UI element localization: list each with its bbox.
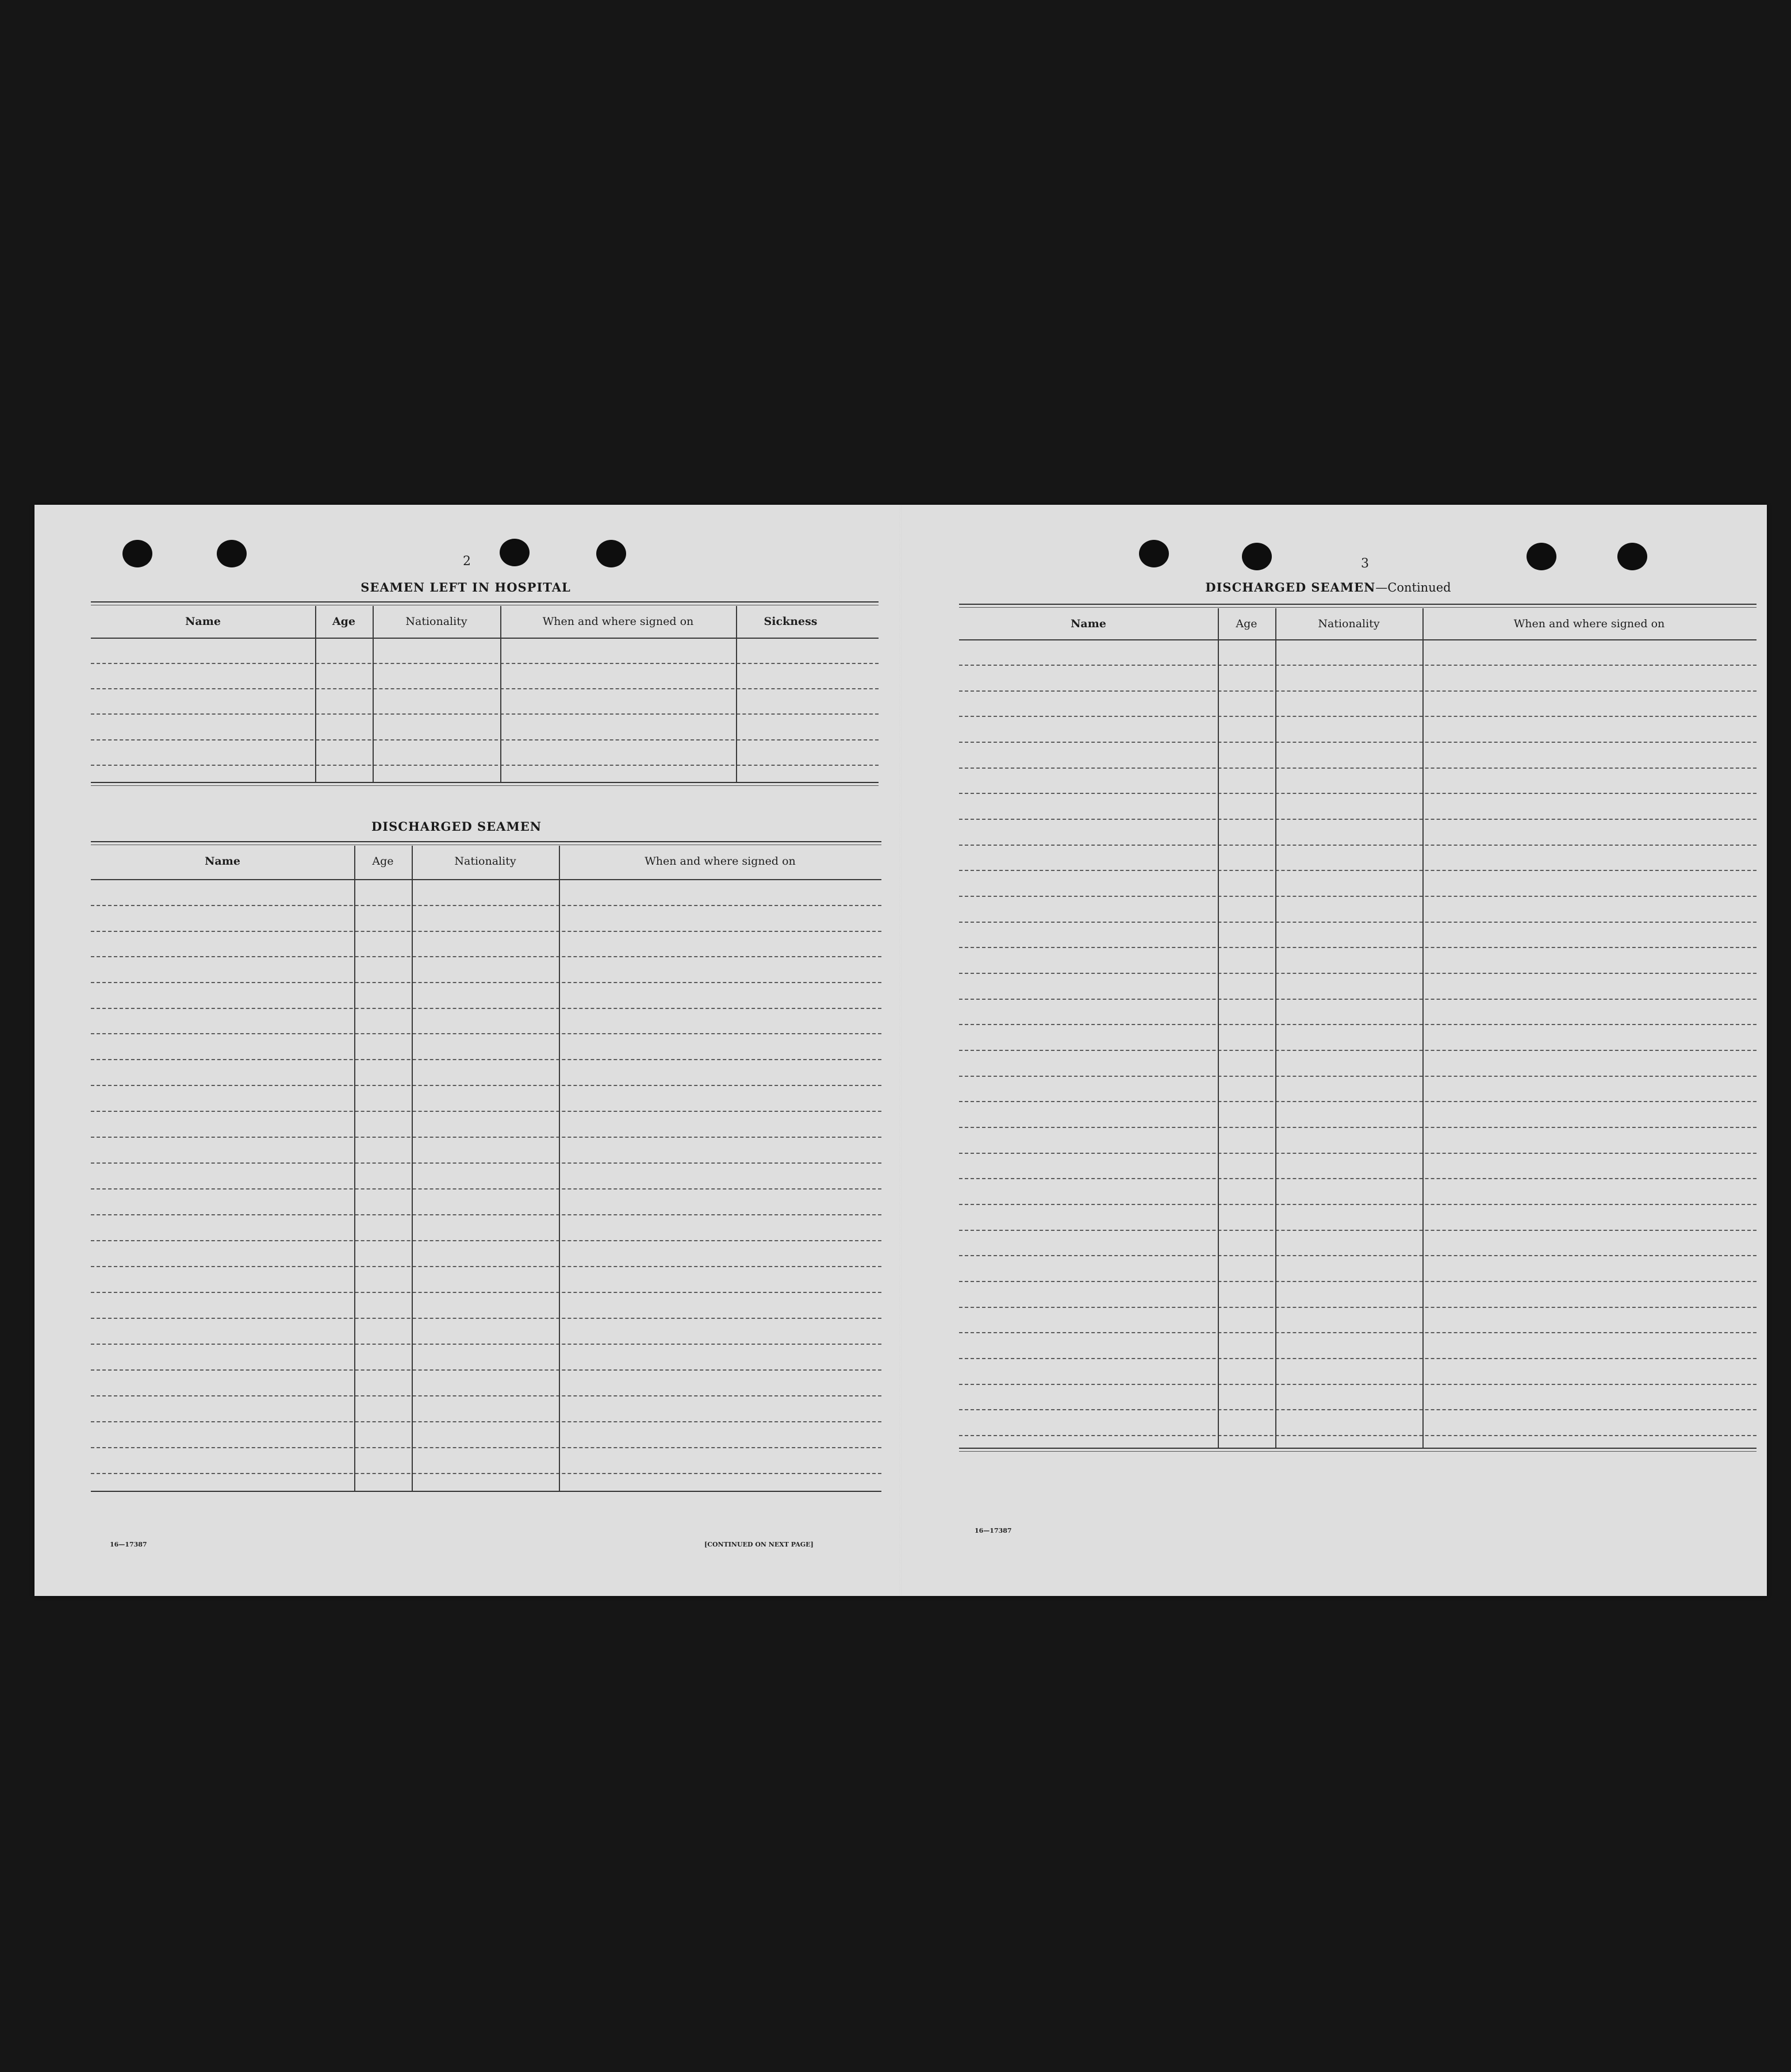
table-row	[91, 713, 879, 715]
table-row	[91, 1085, 881, 1086]
table-row	[91, 1266, 881, 1267]
table-row	[91, 1033, 881, 1034]
continued-note: [CONTINUED ON NEXT PAGE]	[704, 1541, 814, 1548]
table-row	[959, 896, 1757, 897]
table-row	[959, 1435, 1757, 1436]
column-header-name: Name	[185, 615, 221, 628]
table-row	[959, 1101, 1757, 1102]
table-row	[91, 1162, 881, 1164]
column-header-nationality: Nationality	[454, 855, 516, 868]
table-row	[959, 1050, 1757, 1051]
column-header-sickness: Sickness	[764, 615, 818, 628]
column-header-name: Name	[1071, 617, 1106, 630]
column-header-nationality: Nationality	[405, 615, 467, 628]
table-row	[959, 922, 1757, 923]
table-row	[959, 665, 1757, 666]
table-row	[91, 1292, 881, 1293]
table-row	[91, 1421, 881, 1422]
table-row	[91, 1240, 881, 1241]
table-row	[959, 870, 1757, 871]
table-row	[91, 1344, 881, 1345]
table-row	[91, 1059, 881, 1060]
table-row	[959, 1024, 1757, 1025]
column-header-when-where: When and where signed on	[1513, 617, 1665, 630]
hospital-section-title: SEAMEN LEFT IN HOSPITAL	[360, 580, 571, 594]
table-row	[91, 956, 881, 957]
table-row	[91, 1473, 881, 1474]
table-row	[959, 973, 1757, 974]
table-row	[91, 1214, 881, 1215]
discharged-table	[91, 841, 881, 1520]
table-row	[91, 663, 879, 664]
title-suffix: —Continued	[1375, 581, 1451, 594]
table-row	[959, 845, 1757, 846]
hospital-table	[91, 601, 879, 734]
table-row	[91, 1395, 881, 1396]
table-row	[959, 1153, 1757, 1154]
table-row	[959, 1358, 1757, 1359]
table-row	[91, 1111, 881, 1112]
page-number: 3	[1361, 557, 1369, 571]
column-header-when-where: When and where signed on	[645, 855, 796, 868]
table-row	[959, 947, 1757, 948]
table-row	[959, 793, 1757, 794]
table-row	[959, 819, 1757, 820]
table-row	[959, 1409, 1757, 1410]
table-row	[91, 905, 881, 906]
title-main: DISCHARGED SEAMEN	[1205, 580, 1376, 594]
table-row	[959, 1204, 1757, 1205]
discharged-continued-title	[1184, 580, 1472, 594]
table-row	[91, 1188, 881, 1190]
table-row	[91, 1447, 881, 1448]
discharged-continued-table	[959, 604, 1757, 1524]
table-row	[959, 1127, 1757, 1128]
table-row	[91, 1369, 881, 1371]
table-row	[91, 688, 879, 689]
column-header-age: Age	[372, 855, 394, 868]
table-row	[959, 742, 1757, 743]
form-sheet	[34, 505, 1767, 1596]
form-number: 16—17387	[110, 1541, 147, 1548]
table-row	[91, 931, 881, 932]
table-row	[959, 1178, 1757, 1179]
table-row	[959, 1384, 1757, 1385]
table-row	[91, 1318, 881, 1319]
table-row	[91, 1137, 881, 1138]
table-row	[91, 1008, 881, 1009]
table-row	[959, 1332, 1757, 1333]
table-row	[959, 1281, 1757, 1282]
form-number: 16—17387	[975, 1527, 1012, 1534]
discharged-section-title: DISCHARGED SEAMEN	[371, 819, 542, 834]
table-row	[959, 1255, 1757, 1256]
table-row	[91, 982, 881, 983]
table-row	[91, 739, 879, 740]
page-number: 2	[463, 554, 471, 569]
column-header-name: Name	[205, 855, 240, 868]
left-page	[34, 505, 900, 1596]
right-page	[902, 505, 1767, 1596]
column-header-nationality: Nationality	[1318, 617, 1380, 630]
table-row	[959, 690, 1757, 692]
table-row	[959, 1076, 1757, 1077]
table-row	[959, 768, 1757, 769]
table-row	[959, 1307, 1757, 1308]
column-header-age: Age	[332, 615, 356, 628]
table-row	[959, 716, 1757, 717]
table-row	[959, 1230, 1757, 1231]
column-header-when-where: When and where signed on	[542, 615, 694, 628]
table-row	[91, 765, 879, 766]
table-row	[959, 999, 1757, 1000]
column-header-age: Age	[1236, 617, 1257, 630]
